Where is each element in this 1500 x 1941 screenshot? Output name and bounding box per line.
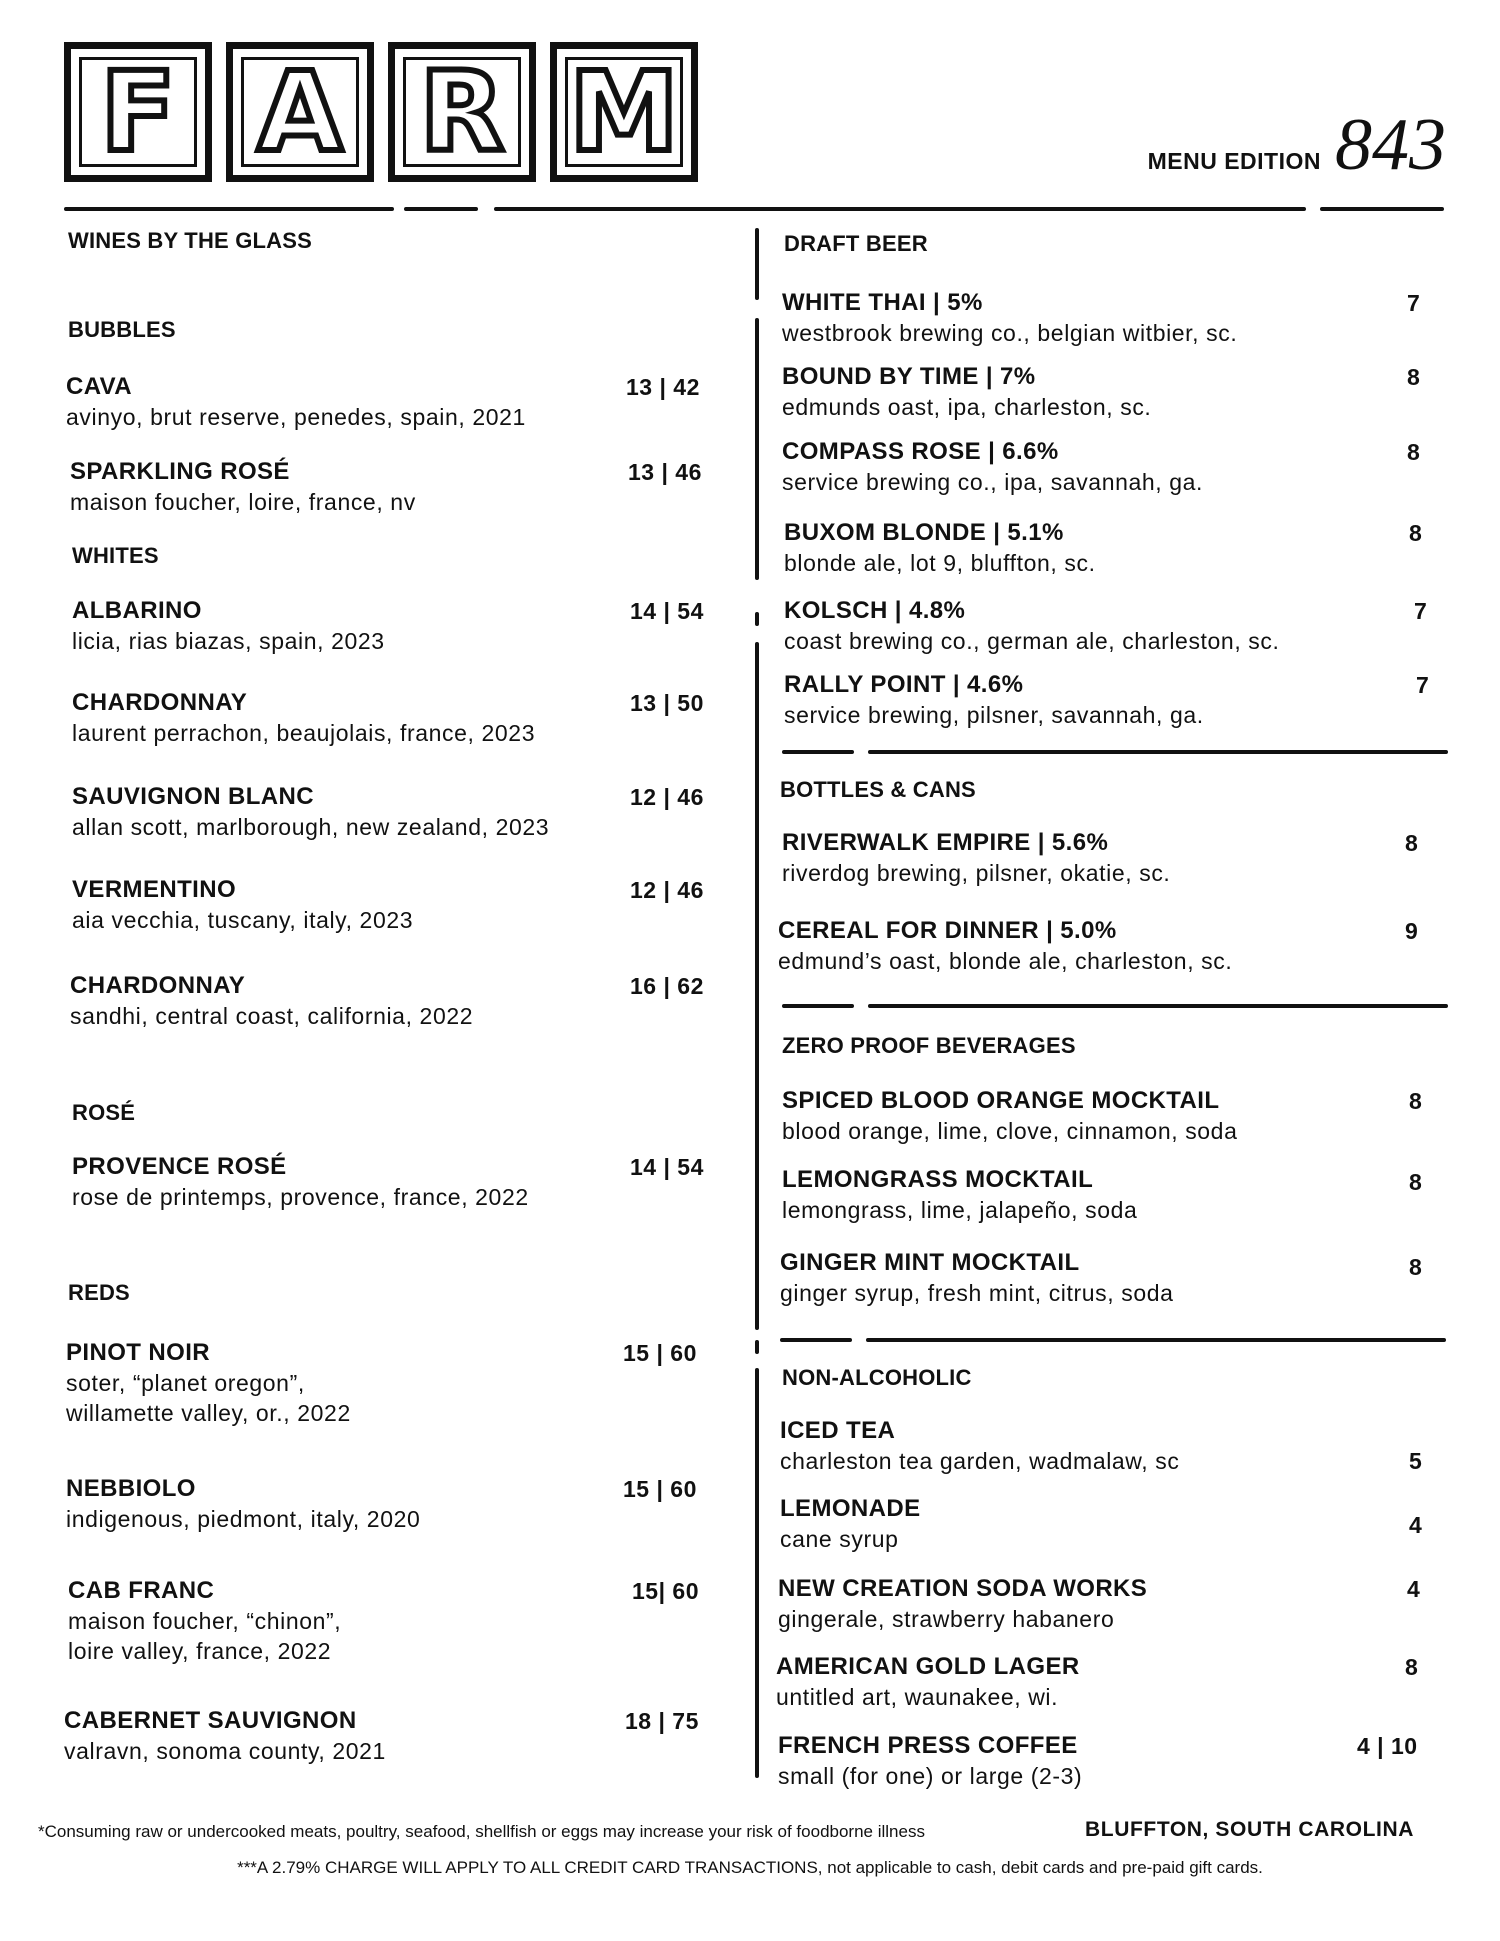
item-description: edmunds oast, ipa, charleston, sc.	[782, 394, 1152, 420]
item-price: 13 | 42	[626, 374, 700, 400]
menu-item	[784, 518, 1096, 578]
menu-item	[778, 1574, 1147, 1634]
divider	[64, 207, 394, 211]
logo-letter: R	[419, 48, 505, 176]
item-price: 9	[1405, 918, 1419, 944]
item-price: 16 | 62	[630, 973, 704, 999]
menu-item	[66, 1474, 420, 1534]
item-price: 8	[1407, 364, 1421, 390]
menu-item	[72, 596, 385, 656]
item-description: avinyo, brut reserve, penedes, spain, 2021	[66, 404, 526, 430]
farm-logo	[64, 42, 698, 182]
menu-item	[66, 1338, 351, 1428]
logo-letter: M	[569, 48, 679, 176]
item-price: 8	[1407, 439, 1421, 465]
item-description: allan scott, marlborough, new zealand, 2023	[72, 814, 550, 840]
item-description: aia vecchia, tuscany, italy, 2023	[72, 907, 414, 933]
menu-item	[780, 1416, 1179, 1476]
menu-item	[72, 1152, 529, 1212]
item-price: 15 | 60	[623, 1340, 697, 1366]
item-name: KOLSCH | 4.8%	[784, 597, 966, 624]
menu-item	[782, 1165, 1137, 1225]
item-name: RIVERWALK EMPIRE | 5.6%	[782, 829, 1109, 856]
item-name: AMERICAN GOLD LAGER	[776, 1653, 1080, 1680]
foodborne-disclaimer: *Consuming raw or undercooked meats, poultry, seafood, shellfish or eggs may increase your risk of foodborne illness	[38, 1822, 925, 1841]
item-name: GINGER MINT MOCKTAIL	[780, 1249, 1080, 1276]
item-name: CEREAL FOR DINNER | 5.0%	[778, 917, 1117, 944]
item-price: 13 | 46	[628, 459, 702, 485]
menu-item	[776, 1652, 1080, 1712]
menu-item	[778, 916, 1232, 976]
section-heading: BUBBLES	[68, 317, 176, 342]
item-name: SPICED BLOOD ORANGE MOCKTAIL	[782, 1087, 1220, 1114]
item-description: indigenous, piedmont, italy, 2020	[66, 1506, 421, 1532]
menu-item	[70, 971, 473, 1031]
item-price: 8	[1405, 1654, 1419, 1680]
item-name: SAUVIGNON BLANC	[72, 783, 315, 810]
item-price: 14 | 54	[630, 1154, 704, 1180]
menu-item	[782, 288, 1237, 348]
menu-item	[782, 828, 1170, 888]
item-price: 5	[1409, 1448, 1423, 1474]
column-divider	[755, 1340, 759, 1354]
item-description: ginger syrup, fresh mint, citrus, soda	[780, 1280, 1174, 1306]
section-heading: ZERO PROOF BEVERAGES	[782, 1033, 1076, 1058]
item-description: licia, rias biazas, spain, 2023	[72, 628, 385, 654]
item-description: loire valley, france, 2022	[68, 1638, 332, 1664]
menu-item	[64, 1706, 386, 1766]
item-description: blonde ale, lot 9, bluffton, sc.	[784, 550, 1096, 576]
item-price: 4 | 10	[1357, 1733, 1418, 1759]
item-price: 15| 60	[632, 1578, 699, 1604]
item-name: LEMONADE	[780, 1495, 921, 1522]
restaurant-location: BLUFFTON, SOUTH CAROLINA	[1085, 1818, 1414, 1841]
item-name: CHARDONNAY	[72, 689, 248, 716]
menu-item	[72, 782, 549, 842]
logo-tile	[388, 42, 536, 182]
menu-item	[784, 670, 1204, 730]
item-price: 8	[1409, 1254, 1423, 1280]
menu-item	[782, 362, 1151, 422]
item-name: NEW CREATION SODA WORKS	[778, 1575, 1148, 1602]
menu-item	[780, 1248, 1174, 1308]
divider	[780, 1338, 852, 1342]
logo-tile	[226, 42, 374, 182]
item-description: willamette valley, or., 2022	[66, 1400, 351, 1426]
item-description: rose de printemps, provence, france, 2022	[72, 1184, 529, 1210]
item-name: CAVA	[66, 373, 133, 400]
item-price: 12 | 46	[630, 877, 704, 903]
menu-item	[784, 596, 1280, 656]
item-description: small (for one) or large (2-3)	[778, 1763, 1083, 1789]
logo-letter: F	[100, 48, 176, 176]
item-name: COMPASS ROSE | 6.6%	[782, 438, 1059, 465]
menu-item	[780, 1494, 921, 1554]
column-divider	[755, 612, 759, 626]
logo-tile	[64, 42, 212, 182]
item-description: service brewing co., ipa, savannah, ga.	[782, 469, 1204, 495]
column-divider	[755, 318, 759, 580]
item-description: valravn, sonoma county, 2021	[64, 1738, 386, 1764]
item-description: soter, “planet oregon”,	[66, 1370, 305, 1396]
menu-edition	[1147, 104, 1446, 186]
menu-item	[782, 1086, 1237, 1146]
item-name: WHITE THAI | 5%	[782, 289, 983, 316]
item-price: 8	[1405, 830, 1419, 856]
divider	[866, 1338, 1446, 1342]
item-price: 13 | 50	[630, 690, 704, 716]
item-name: NEBBIOLO	[66, 1475, 196, 1502]
divider	[868, 750, 1448, 754]
item-description: westbrook brewing co., belgian witbier, sc.	[782, 320, 1238, 346]
divider	[782, 1004, 854, 1008]
item-name: RALLY POINT | 4.6%	[784, 671, 1024, 698]
item-name: SPARKLING ROSÉ	[70, 458, 290, 485]
item-name: CHARDONNAY	[70, 972, 246, 999]
item-description: gingerale, strawberry habanero	[778, 1606, 1115, 1632]
divider	[1320, 207, 1444, 211]
section-heading: REDS	[68, 1280, 130, 1305]
item-description: maison foucher, loire, france, nv	[70, 489, 416, 515]
menu-item	[66, 372, 526, 432]
divider	[868, 1004, 1448, 1008]
item-name: CABERNET SAUVIGNON	[64, 1707, 357, 1734]
edition-number: 843	[1335, 104, 1446, 186]
menu-item	[782, 437, 1203, 497]
menu-item	[72, 875, 413, 935]
item-name: BOUND BY TIME | 7%	[782, 363, 1036, 390]
menu-item	[72, 688, 535, 748]
column-divider	[755, 1368, 759, 1778]
item-description: cane syrup	[780, 1526, 899, 1552]
item-name: LEMONGRASS MOCKTAIL	[782, 1166, 1094, 1193]
item-price: 4	[1407, 1576, 1421, 1602]
item-description: untitled art, waunakee, wi.	[776, 1684, 1059, 1710]
divider	[494, 207, 1306, 211]
item-name: FRENCH PRESS COFFEE	[778, 1732, 1078, 1759]
item-price: 12 | 46	[630, 784, 704, 810]
column-divider	[755, 228, 759, 300]
column-divider	[755, 642, 759, 1330]
item-price: 7	[1416, 672, 1430, 698]
item-name: PROVENCE ROSÉ	[72, 1153, 287, 1180]
menu-item	[68, 1576, 341, 1666]
logo-tile	[550, 42, 698, 182]
item-description: coast brewing co., german ale, charleston, sc.	[784, 628, 1280, 654]
item-price: 8	[1409, 1088, 1423, 1114]
item-price: 14 | 54	[630, 598, 704, 624]
item-description: riverdog brewing, pilsner, okatie, sc.	[782, 860, 1171, 886]
item-name: ICED TEA	[780, 1417, 896, 1444]
item-price: 8	[1409, 1169, 1423, 1195]
item-price: 7	[1414, 598, 1428, 624]
item-price: 4	[1409, 1512, 1423, 1538]
item-description: laurent perrachon, beaujolais, france, 2023	[72, 720, 536, 746]
item-description: charleston tea garden, wadmalaw, sc	[780, 1448, 1180, 1474]
menu-item	[70, 457, 416, 517]
item-description: edmund’s oast, blonde ale, charleston, sc.	[778, 948, 1233, 974]
divider	[404, 207, 478, 211]
item-name: CAB FRANC	[68, 1577, 215, 1604]
item-price: 15 | 60	[623, 1476, 697, 1502]
section-heading: WHITES	[72, 543, 159, 568]
item-name: VERMENTINO	[72, 876, 237, 903]
item-price: 7	[1407, 290, 1421, 316]
item-description: blood orange, lime, clove, cinnamon, soda	[782, 1118, 1238, 1144]
item-price: 8	[1409, 520, 1423, 546]
item-description: maison foucher, “chinon”,	[68, 1608, 342, 1634]
card-surcharge-notice: ***A 2.79% CHARGE WILL APPLY TO ALL CREDIT CARD TRANSACTIONS, not applicable to cash, debit cards and pre-paid gift cards.	[237, 1858, 1263, 1877]
item-description: sandhi, central coast, california, 2022	[70, 1003, 474, 1029]
edition-label: MENU EDITION	[1147, 148, 1321, 174]
section-heading: WINES BY THE GLASS	[68, 228, 312, 253]
divider	[782, 750, 854, 754]
item-name: BUXOM BLONDE | 5.1%	[784, 519, 1064, 546]
menu-item	[778, 1731, 1082, 1791]
section-heading: ROSÉ	[72, 1100, 136, 1125]
item-price: 18 | 75	[625, 1708, 699, 1734]
item-name: PINOT NOIR	[66, 1339, 211, 1366]
item-description: lemongrass, lime, jalapeño, soda	[782, 1197, 1138, 1223]
section-heading: BOTTLES & CANS	[780, 777, 976, 802]
section-heading: NON-ALCOHOLIC	[782, 1365, 972, 1390]
logo-letter: A	[257, 48, 343, 176]
section-heading: DRAFT BEER	[784, 231, 928, 256]
item-description: service brewing, pilsner, savannah, ga.	[784, 702, 1204, 728]
item-name: ALBARINO	[72, 597, 202, 624]
